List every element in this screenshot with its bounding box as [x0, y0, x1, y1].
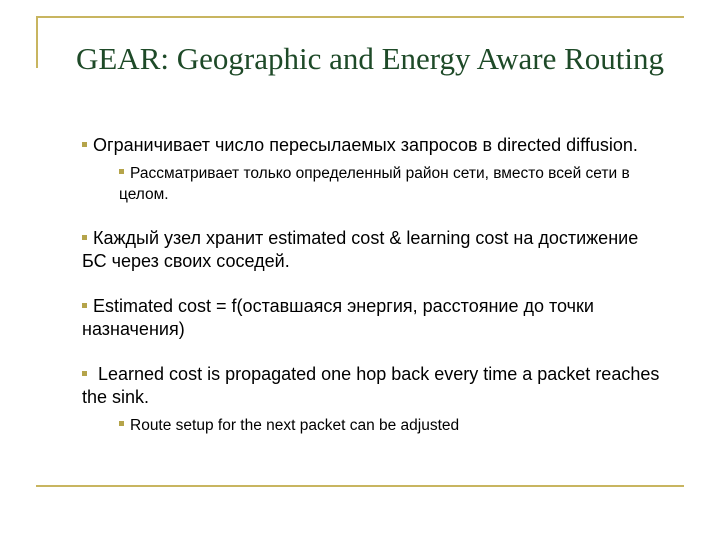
square-bullet-icon	[82, 371, 87, 376]
sub-bullet-item	[119, 163, 662, 205]
bullet-text: Route setup for the next packet can be adjusted	[130, 417, 460, 434]
frame-top-rule	[36, 16, 684, 18]
bullet-list	[82, 134, 662, 436]
square-bullet-icon	[82, 235, 87, 240]
sub-bullet-item	[119, 415, 662, 436]
bullet-text: Learned cost is propagated one hop back every time a packet reaches the sink.	[82, 364, 660, 407]
bullet-item	[82, 363, 662, 409]
bullet-text: Ограничивает число пересылаемых запросов в directed diffusion.	[93, 135, 638, 155]
bullet-text: Рассматривает только определенный район сети, вместо всей сети в целом.	[119, 165, 630, 203]
bullet-text: Каждый узел хранит estimated cost & learning cost на достижение БС через своих соседей.	[82, 228, 639, 271]
square-bullet-icon	[119, 421, 124, 426]
frame-left-rule	[36, 16, 38, 68]
bullet-item	[82, 134, 662, 157]
frame-bottom-rule	[36, 485, 684, 487]
square-bullet-icon	[82, 142, 87, 147]
square-bullet-icon	[82, 303, 87, 308]
square-bullet-icon	[119, 169, 124, 174]
bullet-text: Estimated cost = f(оставшаяся энергия, расстояние до точки назначения)	[82, 296, 594, 339]
bullet-item	[82, 295, 662, 341]
slide-title: GEAR: Geographic and Energy Aware Routing	[75, 41, 665, 76]
bullet-item	[82, 227, 662, 273]
